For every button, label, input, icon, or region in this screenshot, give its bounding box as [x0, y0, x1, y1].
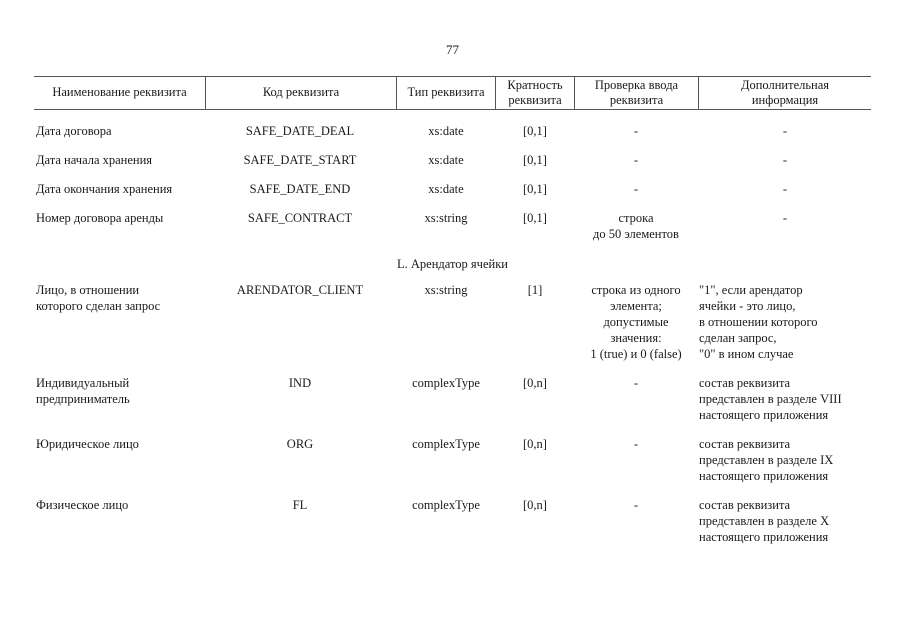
field-type: xs:string — [424, 283, 468, 297]
field-type: xs:date — [428, 153, 464, 167]
field-code: SAFE_DATE_END — [249, 182, 351, 196]
header-code: Код реквизита — [262, 85, 340, 99]
field-info: - — [782, 153, 788, 167]
field-code: SAFE_DATE_START — [243, 153, 357, 167]
field-name: Дата начала хранения — [36, 153, 153, 167]
field-code: IND — [288, 376, 312, 390]
field-multiplicity: [0,1] — [523, 182, 547, 196]
field-check: - — [633, 376, 639, 390]
field-type: xs:string — [424, 211, 468, 225]
header-name: Наименование реквизита — [52, 85, 187, 99]
header-additional-info: Дополнительная информация — [740, 77, 830, 107]
field-info: состав реквизита представлен в разделе VIII настоящего приложения — [699, 376, 842, 422]
field-multiplicity: [0,1] — [523, 153, 547, 167]
section-title: L. Арендатор ячейки — [397, 257, 508, 271]
field-info: - — [782, 124, 788, 138]
field-type: complexType — [412, 437, 480, 451]
field-multiplicity: [0,n] — [523, 376, 547, 390]
field-check: - — [633, 153, 639, 167]
field-name: Дата окончания хранения — [36, 182, 173, 196]
header-type: Тип реквизита — [407, 85, 485, 99]
field-code: FL — [292, 498, 308, 512]
field-check: - — [633, 182, 639, 196]
field-type: complexType — [412, 498, 480, 512]
header-input-check: Проверка ввода реквизита — [594, 77, 679, 107]
field-check: - — [633, 124, 639, 138]
field-name: Индивидуальный предприниматель — [36, 376, 130, 406]
header-multiplicity: Кратность реквизита — [507, 77, 563, 107]
field-check: - — [633, 498, 639, 512]
field-code: ORG — [286, 437, 314, 451]
field-name: Юридическое лицо — [36, 437, 139, 451]
field-multiplicity: [0,1] — [523, 124, 547, 138]
field-code: ARENDATOR_CLIENT — [236, 283, 364, 297]
field-type: xs:date — [428, 124, 464, 138]
field-type: complexType — [412, 376, 480, 390]
field-info: "1", если арендатор ячейки - это лицо, в отношении которого сделан запрос, "0" в ином случае — [699, 283, 818, 361]
field-info: - — [782, 182, 788, 196]
field-multiplicity: [0,n] — [523, 498, 547, 512]
field-check: - — [633, 437, 639, 451]
field-name: Лицо, в отношении которого сделан запрос — [36, 283, 161, 313]
field-name: Номер договора аренды — [36, 211, 164, 225]
field-check: строка до 50 элементов — [593, 211, 679, 241]
field-name: Дата договора — [36, 124, 112, 138]
field-info: состав реквизита представлен в разделе X настоящего приложения — [699, 498, 830, 544]
field-code: SAFE_CONTRACT — [247, 211, 353, 225]
field-name: Физическое лицо — [36, 498, 129, 512]
field-check: строка из одного элемента; допустимые значения: 1 (true) и 0 (false) — [590, 283, 682, 361]
table-header-bottom-border — [34, 109, 871, 110]
field-multiplicity: [0,1] — [523, 211, 547, 225]
field-info: состав реквизита представлен в разделе IX настоящего приложения — [699, 437, 834, 483]
field-type: xs:date — [428, 182, 464, 196]
page-number: 77 — [446, 42, 459, 57]
field-multiplicity: [1] — [527, 283, 543, 297]
field-info: - — [782, 211, 788, 225]
field-code: SAFE_DATE_DEAL — [245, 124, 355, 138]
field-multiplicity: [0,n] — [523, 437, 547, 451]
